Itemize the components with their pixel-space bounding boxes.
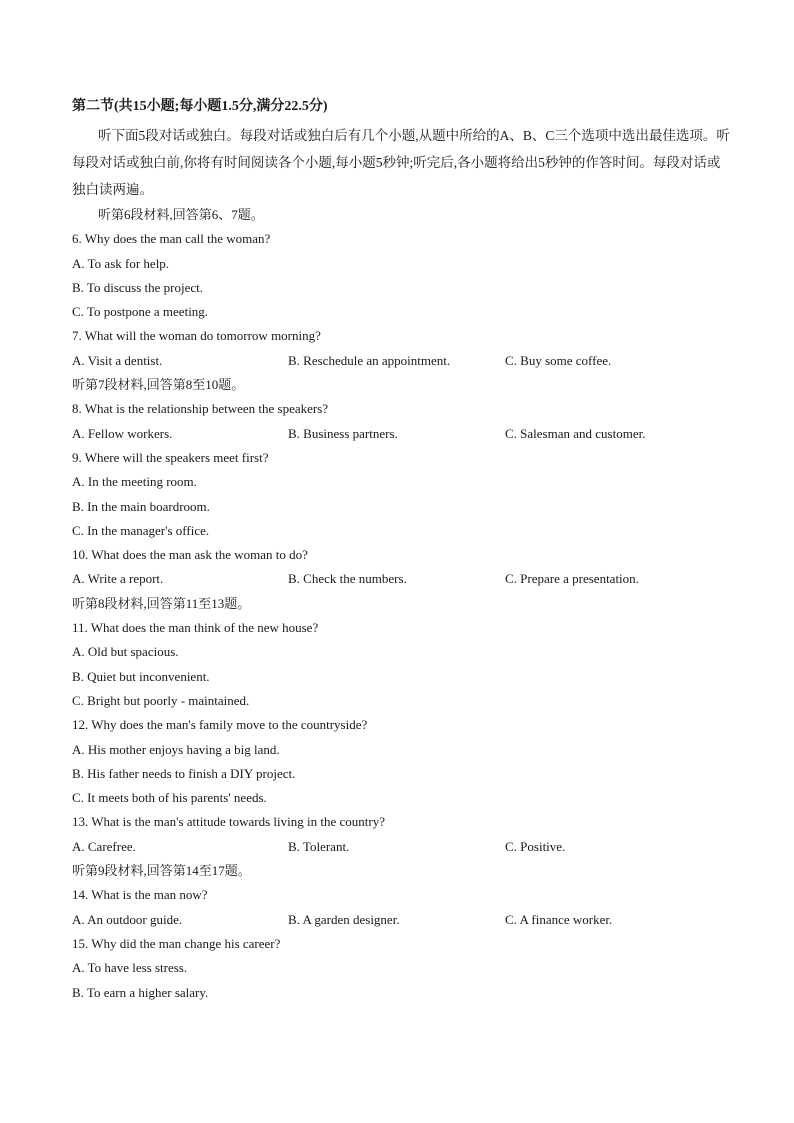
question-11-stem: 11. What does the man think of the new house? [72,620,319,636]
question-12-option-a: A. His mother enjoys having a big land. [72,741,280,757]
question-14-option-a: A. An outdoor guide. [72,911,183,927]
question-12-option-c: C. It meets both of his parents' needs. [72,790,267,806]
question-15-option-a: A. To have less stress. [72,960,188,976]
question-14-stem: 14. What is the man now? [72,887,208,903]
question-14-options [72,908,732,932]
question-12-option-b: B. His father needs to finish a DIY project. [72,765,296,781]
question-8-option-b: B. Business partners. [288,425,398,441]
document-page [72,96,732,1005]
question-14-option-b: B. A garden designer. [288,911,400,927]
question-13-option-c: C. Positive. [505,838,566,854]
question-15-option-b: B. To earn a higher salary. [72,984,209,1000]
question-13-stem: 13. What is the man's attitude towards living in the country? [72,814,385,830]
question-6-option-a: A. To ask for help. [72,255,170,271]
question-14-option-c: C. A finance worker. [505,911,613,927]
question-6-option-c: C. To postpone a meeting. [72,304,209,320]
question-9-stem: 9. Where will the speakers meet first? [72,449,269,465]
question-7-stem: 7. What will the woman do tomorrow morning? [72,328,321,344]
question-11-option-c: C. Bright but poorly - maintained. [72,692,250,708]
question-9-option-a: A. In the meeting room. [72,474,197,490]
material-instruction-7: 听第7段材料,回答第8至10题。 [72,377,245,393]
section-instructions: 听下面5段对话或独白。每段对话或独白后有几个小题,从题中所给的A、B、C三个选项中选出最佳选项。听每段对话或独白前,你将有时间阅读各个小题,每小题5秒钟;听完后,各小题将给出5秒钟的作答时间。每段对话或独白读两遍。 [72,128,730,197]
question-8-stem: 8. What is the relationship between the speakers? [72,401,329,417]
question-8-options [72,422,732,446]
question-7-option-a: A. Visit a dentist. [72,352,163,368]
question-10-option-b: B. Check the numbers. [288,571,407,587]
question-7-options [72,349,732,373]
question-11-option-b: B. Quiet but inconvenient. [72,668,210,684]
question-8-option-c: C. Salesman and customer. [505,425,646,441]
question-6-option-b: B. To discuss the project. [72,279,204,295]
question-10-stem: 10. What does the man ask the woman to do? [72,547,308,563]
question-13-option-b: B. Tolerant. [288,838,350,854]
question-13-options [72,835,732,859]
question-6-stem: 6. Why does the man call the woman? [72,231,271,247]
question-10-option-a: A. Write a report. [72,571,164,587]
question-7-option-c: C. Buy some coffee. [505,352,612,368]
question-9-option-b: B. In the main boardroom. [72,498,210,514]
question-7-option-b: B. Reschedule an appointment. [288,352,451,368]
question-11-option-a: A. Old but spacious. [72,644,179,660]
question-13-option-a: A. Carefree. [72,838,136,854]
question-8-option-a: A. Fellow workers. [72,425,173,441]
section-heading: 第二节(共15小题;每小题1.5分,满分22.5分) [72,99,328,114]
question-10-option-c: C. Prepare a presentation. [505,571,639,587]
material-instruction-6: 听第6段材料,回答第6、7题。 [98,207,264,222]
question-12-stem: 12. Why does the man's family move to the countryside? [72,717,368,733]
question-15-stem: 15. Why did the man change his career? [72,935,281,951]
material-instruction-9: 听第9段材料,回答第14至17题。 [72,863,251,879]
question-9-option-c: C. In the manager's office. [72,522,210,538]
material-instruction-8: 听第8段材料,回答第11至13题。 [72,595,251,611]
question-10-options [72,567,732,591]
